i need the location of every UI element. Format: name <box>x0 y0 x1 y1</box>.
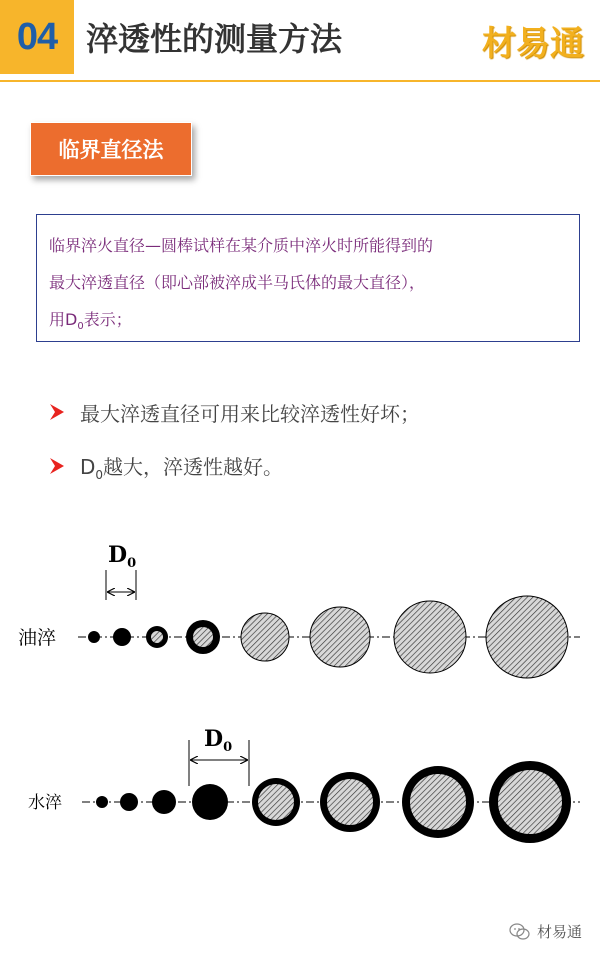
water-specimen-3 <box>152 790 176 814</box>
arrow-bullet-icon <box>46 403 68 421</box>
oil-d0-label <box>108 542 136 571</box>
water-specimen-7-core <box>410 774 466 830</box>
oil-d0-sub: 0 <box>127 556 137 571</box>
oil-specimen-8 <box>486 596 568 678</box>
water-specimen-6-core <box>327 779 373 825</box>
oil-quench-label: 油淬 <box>18 627 57 649</box>
footer-watermark <box>509 921 582 942</box>
definition-line-2: 最大淬透直径（即心部被淬成半马氏体的最大直径）， <box>49 273 426 292</box>
quench-diameter-diagram <box>0 530 600 860</box>
oil-specimen-6 <box>310 607 370 667</box>
section-number: 04 <box>16 15 58 58</box>
bullet-list <box>46 388 420 496</box>
bullet-item <box>46 388 420 436</box>
bullet-item <box>46 442 420 490</box>
water-specimen-4 <box>192 784 228 820</box>
bullet-text-prefix: D <box>80 454 96 479</box>
bullet-text-sub: 0 <box>95 467 104 482</box>
water-d0-label <box>204 726 232 755</box>
definition-line-3 <box>49 301 569 345</box>
water-d0-letter: D <box>204 726 224 752</box>
page-title: 淬透性的测量方法 <box>86 20 343 58</box>
definition-line-3-sub: 0 <box>77 321 84 333</box>
water-quench-label: 水淬 <box>28 793 62 813</box>
section-number-box <box>0 0 74 74</box>
oil-specimen-4-core <box>193 627 213 647</box>
arrow-bullet-icon <box>46 457 68 475</box>
wechat-icon <box>509 923 531 941</box>
oil-d0-letter: D <box>108 542 128 568</box>
water-specimen-8-core <box>498 770 562 834</box>
oil-specimen-3-core <box>151 631 163 643</box>
section-tag <box>30 122 192 176</box>
definition-line-1: 临界淬火直径—圆棒试样在某介质中淬火时所能得到的 <box>49 236 434 255</box>
water-specimen-1 <box>96 796 108 808</box>
oil-specimen-5 <box>241 613 289 661</box>
bullet-text-suffix: 越大，淬透性越好。 <box>103 454 284 479</box>
page-header <box>0 0 600 80</box>
oil-specimen-2 <box>113 628 131 646</box>
water-specimen-2 <box>120 793 138 811</box>
oil-specimen-7 <box>394 601 466 673</box>
footer-brand-text: 材易通 <box>536 923 582 941</box>
bullet-text: 最大淬透直径可用来比较淬透性好坏； <box>80 401 420 426</box>
oil-specimen-1 <box>88 631 100 643</box>
water-d0-sub: 0 <box>223 740 233 755</box>
definition-box <box>36 214 580 342</box>
definition-line-3-prefix: 用D <box>49 310 78 329</box>
water-specimen-5-core <box>258 784 294 820</box>
definition-line-3-suffix: 表示； <box>83 310 132 329</box>
bullet-text <box>80 451 283 482</box>
header-divider <box>0 80 600 82</box>
section-tag-label: 临界直径法 <box>58 138 164 162</box>
brand-logo-text: 材易通 <box>482 24 584 64</box>
